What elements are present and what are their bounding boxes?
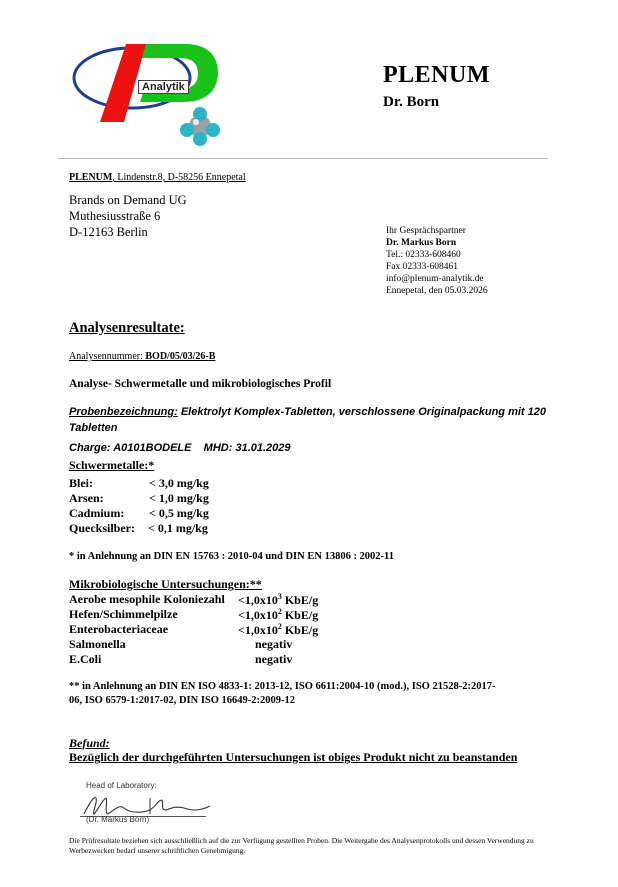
microbiology-footnote-cont: 06, ISO 6579-1:2017-02, DIN ISO 16649-2:2009-12 xyxy=(69,695,296,706)
value-base: <1,0x10 xyxy=(238,608,278,622)
row-value xyxy=(238,607,318,623)
company-name: PLENUM xyxy=(383,62,490,88)
microbiology-footnote: ** in Anlehnung an DIN EN ISO 4833-1: 2013-12, ISO 6611:2004-10 (mod.), ISO 21528-2:2017- xyxy=(69,681,496,692)
value-exponent: 3 xyxy=(277,592,282,601)
contact-tel: Tel.: 02333-608460 xyxy=(386,250,461,260)
row-value: negativ xyxy=(255,637,293,651)
heavy-metals-footnote: * in Anlehnung an DIN EN 15763 : 2010-04 und DIN EN 13806 : 2002-11 xyxy=(69,551,394,562)
row-name: E.Coli xyxy=(69,652,102,666)
row-value: < 1,0 mg/kg xyxy=(149,491,209,505)
recipient-line: D-12163 Berlin xyxy=(69,225,148,239)
row-value xyxy=(238,622,318,638)
sample-text-cont: Tabletten xyxy=(69,422,118,434)
row-name: Quecksilber: xyxy=(69,521,135,535)
contact-date: Ennepetal, den 05.03.2026 xyxy=(386,286,488,296)
sample-label: Probenbezeichnung: xyxy=(69,406,178,418)
disclaimer: Die Prüfresultate beziehen sich ausschließlich auf die zur Verfügung gestellten Proben. Die Weitergabe des Analysenprotokolls und dessen Verwendung zu Werbezwecken bedarf unserer schriftlichen Genehmigung. xyxy=(69,836,534,855)
recipient-line: Brands on Demand UG xyxy=(69,193,187,207)
row-name: Arsen: xyxy=(69,491,104,505)
analysis-number-value: BOD/05/03/26-B xyxy=(145,351,216,362)
head-of-laboratory-label: Head of Laboratory: xyxy=(86,781,157,790)
value-unit: KbE/g xyxy=(281,623,319,637)
row-value: negativ xyxy=(255,652,293,666)
row-value: < 0,1 mg/kg xyxy=(148,521,208,535)
value-unit: KbE/g xyxy=(281,593,319,607)
finding-text: Bezüglich der durchgeführten Untersuchungen ist obiges Produkt nicht zu beanstanden xyxy=(69,750,518,764)
row-value xyxy=(238,592,318,608)
signature-name: (Dr. Markus Born) xyxy=(86,815,150,824)
sender-line xyxy=(69,172,246,183)
logo-text: Analytik xyxy=(138,80,189,94)
sample-text: Elektrolyt Komplex-Tabletten, verschlossene Originalpackung mit 120 xyxy=(177,406,546,418)
analysis-number xyxy=(69,351,215,362)
contact-fax: Fax 02333-608461 xyxy=(386,262,459,272)
value-exponent: 2 xyxy=(277,622,282,631)
value-base: <1,0x10 xyxy=(238,593,278,607)
microbiology-title: Mikrobiologische Untersuchungen:** xyxy=(69,577,262,591)
row-name: Cadmium: xyxy=(69,506,125,520)
value-base: <1,0x10 xyxy=(238,623,278,637)
row-value: < 0,5 mg/kg xyxy=(149,506,209,520)
row-name: Salmonella xyxy=(69,637,126,651)
row-name: Enterobacteriaceae xyxy=(69,622,169,636)
contact-block xyxy=(386,225,488,297)
finding-label: Befund: xyxy=(69,736,110,750)
company-person: Dr. Born xyxy=(383,94,440,110)
sender-company: PLENUM xyxy=(69,172,113,183)
results-title: Analysenresultate: xyxy=(69,320,185,336)
recipient-address xyxy=(69,192,187,240)
row-name: Hefen/Schimmelpilze xyxy=(69,607,178,621)
batch-info: Charge: A0101BODELE MHD: 31.01.2029 xyxy=(69,442,291,454)
header-divider xyxy=(58,158,548,159)
value-exponent: 2 xyxy=(277,607,282,616)
heavy-metals-title: Schwermetalle:* xyxy=(69,458,155,472)
recipient-line: Muthesiusstraße 6 xyxy=(69,209,161,223)
value-unit: KbE/g xyxy=(281,608,319,622)
contact-label: Ihr Gesprächspartner xyxy=(386,226,466,236)
contact-name: Dr. Markus Born xyxy=(386,238,457,248)
analysis-number-label: Analysennummer: xyxy=(69,351,146,362)
row-value: < 3,0 mg/kg xyxy=(149,476,209,490)
sender-address: , Lindenstr.8, D-58256 Ennepetal xyxy=(112,172,246,183)
row-name: Blei: xyxy=(69,476,93,490)
sample-description xyxy=(69,406,546,418)
contact-email: info@plenum-analytik.de xyxy=(386,274,484,284)
analysis-profile: Analyse- Schwermetalle und mikrobiologisches Profil xyxy=(69,378,332,390)
row-name: Aerobe mesophile Koloniezahl xyxy=(69,592,225,606)
